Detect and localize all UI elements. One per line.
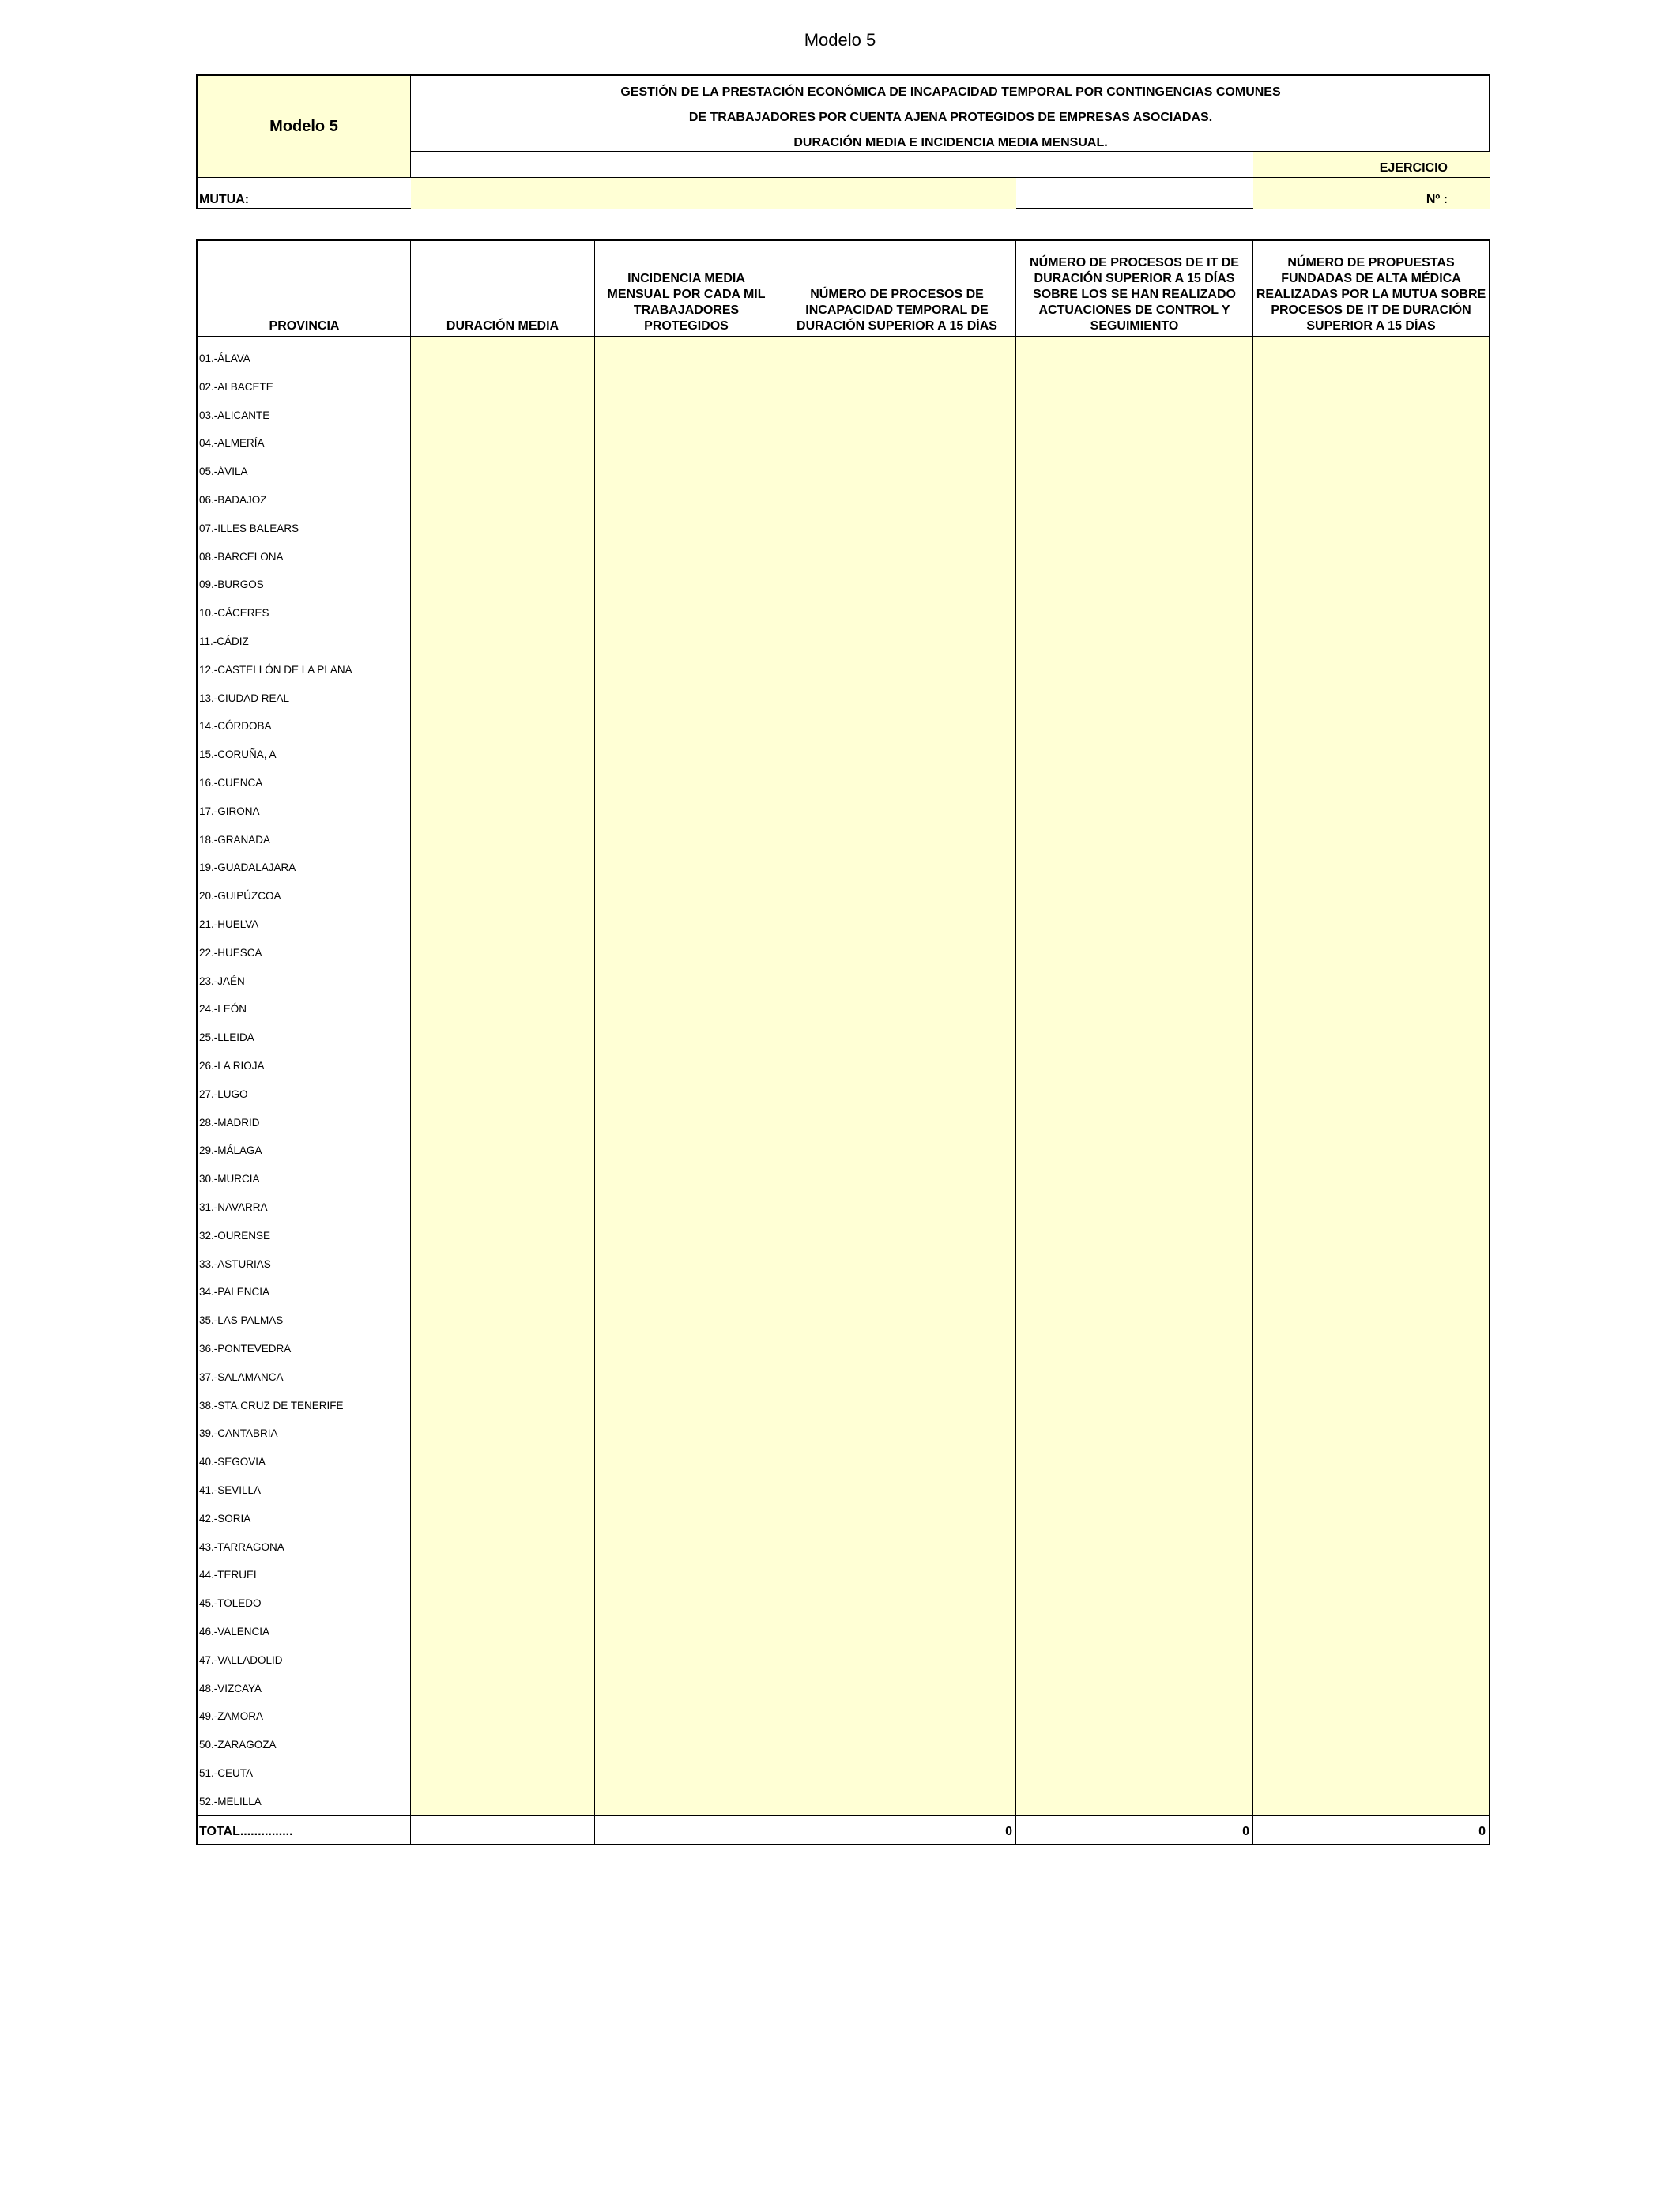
province-row-label: 31.-NAVARRA [199,1201,268,1213]
province-row-label: 32.-OURENSE [199,1229,271,1242]
province-row-label: 10.-CÁCERES [199,607,269,620]
column-header-procesos: NÚMERO DE PROCESOS DE INCAPACIDAD TEMPORAL DE DURACIÓN SUPERIOR A 15 DÍAS [797,288,997,333]
province-row-label: 52.-MELILLA [199,1795,262,1808]
model-label: Modelo 5 [198,76,411,177]
duracion-media-column[interactable] [411,336,594,1815]
header-title-line-2: DE TRABAJADORES POR CUENTA AJENA PROTEGIDOS DE EMPRESAS ASOCIADAS. [688,111,1213,124]
column-divider [1015,241,1016,1844]
province-row-label: 45.-TOLEDO [199,1597,262,1610]
column-header-provincia: PROVINCIA [269,319,340,333]
province-row-label: 49.-ZAMORA [199,1710,264,1723]
province-row-label: 42.-SORIA [199,1512,251,1525]
province-row-label: 37.-SALAMANCA [199,1370,284,1383]
province-row-label: 03.-ALICANTE [199,409,270,421]
province-row-label: 09.-BURGOS [199,579,264,591]
province-row-label: 39.-CANTABRIA [199,1427,278,1440]
propuestas-column[interactable] [1253,336,1489,1815]
province-row-label: 33.-ASTURIAS [199,1257,271,1270]
province-row-label: 50.-ZARAGOZA [199,1739,277,1751]
province-row-label: 12.-CASTELLÓN DE LA PLANA [199,663,352,676]
numero-label: Nº : [1426,193,1448,206]
procesos-column[interactable] [778,336,1015,1815]
province-row-label: 16.-CUENCA [199,777,263,789]
province-row-label: 02.-ALBACETE [199,380,273,393]
province-row-label: 44.-TERUEL [199,1569,260,1581]
province-row-label: 22.-HUESCA [199,946,262,959]
province-row-label: 30.-MURCIA [199,1173,260,1186]
total-row-divider [198,1815,1489,1816]
column-header-duracion-media: DURACIÓN MEDIA [446,319,559,333]
province-row-label: 23.-JAÉN [199,974,245,987]
province-row-label: 27.-LUGO [199,1088,248,1100]
actuaciones-column[interactable] [1016,336,1252,1815]
province-row-label: 38.-STA.CRUZ DE TENERIFE [199,1399,344,1412]
province-row-label: 14.-CÓRDOBA [199,720,272,733]
form-header [196,74,1490,209]
province-row-label: 48.-VIZCAYA [199,1682,262,1695]
mutua-label: MUTUA: [199,193,250,206]
total-actuaciones: 0 [1242,1825,1249,1838]
column-divider [594,241,595,1844]
column-divider [1252,241,1253,1844]
page-title: Modelo 5 [804,30,876,50]
province-row-label: 36.-PONTEVEDRA [199,1343,292,1355]
province-row-label: 26.-LA RIOJA [199,1060,265,1072]
province-row-label: 17.-GIRONA [199,805,260,817]
province-row-label: 21.-HUELVA [199,918,259,930]
total-label: TOTAL............... [199,1825,293,1838]
mutua-field[interactable] [411,178,1016,209]
province-row-label: 43.-TARRAGONA [199,1540,284,1553]
province-row-label: 46.-VALENCIA [199,1626,270,1638]
total-procesos: 0 [1005,1825,1012,1838]
province-row-label: 28.-MADRID [199,1116,260,1129]
province-row-label: 06.-BADAJOZ [199,494,267,506]
province-row-label: 24.-LEÓN [199,1003,247,1016]
column-header-incidencia: INCIDENCIA MEDIA MENSUAL POR CADA MIL TRABAJADORES PROTEGIDOS [607,272,766,333]
province-row-label: 29.-MÁLAGA [199,1144,262,1157]
province-row-label: 11.-CÁDIZ [199,635,249,647]
province-row-label: 35.-LAS PALMAS [199,1314,284,1327]
province-row-label: 20.-GUIPÚZCOA [199,890,281,903]
province-row-label: 07.-ILLES BALEARS [199,522,299,534]
province-row-label: 34.-PALENCIA [199,1286,270,1299]
province-row-label: 05.-ÁVILA [199,466,248,478]
province-row-label: 04.-ALMERÍA [199,437,265,450]
province-row-label: 13.-CIUDAD REAL [199,692,290,704]
header-title-line-1: GESTIÓN DE LA PRESTACIÓN ECONÓMICA DE INCAPACIDAD TEMPORAL POR CONTINGENCIAS COMUNES [620,85,1281,99]
province-row-label: 01.-ÁLAVA [199,352,250,364]
province-row-label: 41.-SEVILLA [199,1484,262,1496]
incidencia-media-column[interactable] [595,336,778,1815]
column-divider [410,241,411,1844]
province-row-label: 19.-GUADALAJARA [199,861,296,874]
header-title-line-3: DURACIÓN MEDIA E INCIDENCIA MEDIA MENSUAL. [793,136,1108,149]
column-header-actuaciones: NÚMERO DE PROCESOS DE IT DE DURACIÓN SUPERIOR A 15 DÍAS SOBRE LOS SE HAN REALIZADO ACTUACIONES DE CONTROL Y SEGUIMIENTO [1030,256,1239,333]
province-row-label: 40.-SEGOVIA [199,1456,266,1468]
province-row-label: 25.-LLEIDA [199,1031,254,1044]
column-header-propuestas: NÚMERO DE PROPUESTAS FUNDADAS DE ALTA MÉDICA REALIZADAS POR LA MUTUA SOBRE PROCESOS DE IT DE DURACIÓN SUPERIOR A 15 DÍAS [1256,256,1486,333]
header-row-divider [198,336,1489,337]
province-row-label: 15.-CORUÑA, A [199,748,277,761]
total-propuestas: 0 [1478,1825,1486,1838]
data-table [196,239,1490,1845]
province-row-label: 08.-BARCELONA [199,550,284,563]
ejercicio-label: EJERCICIO [1379,161,1448,175]
province-row-label: 51.-CEUTA [199,1767,254,1779]
province-row-label: 47.-VALLADOLID [199,1653,283,1666]
province-row-label: 18.-GRANADA [199,833,271,846]
